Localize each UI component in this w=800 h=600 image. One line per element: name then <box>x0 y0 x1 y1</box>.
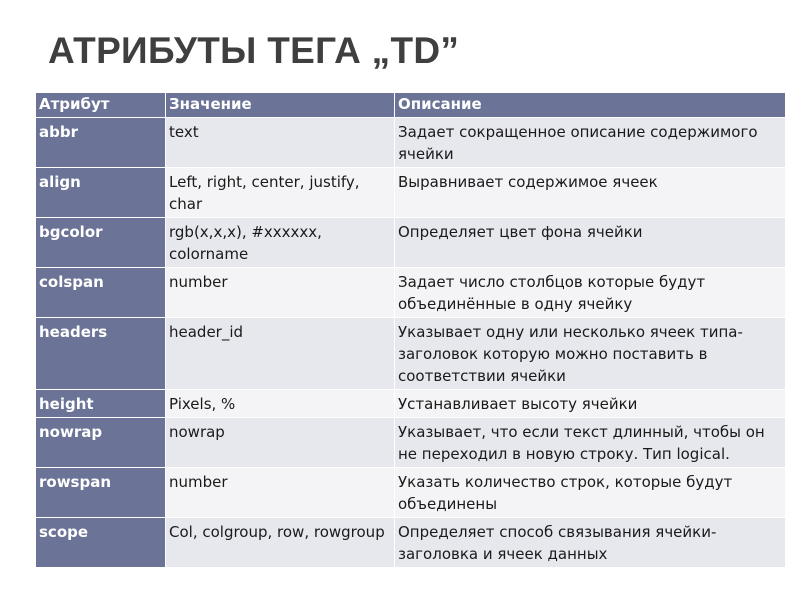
value-cell: header_id <box>166 318 395 390</box>
attribute-cell: bgcolor <box>36 218 166 268</box>
table-row <box>36 390 786 418</box>
description-cell: Задает число столбцов которые будут объединённые в одну ячейку <box>395 268 786 318</box>
attribute-cell: scope <box>36 518 166 568</box>
value-cell: nowrap <box>166 418 395 468</box>
description-cell: Указывает, что если текст длинный, чтобы он не переходил в новую строку. Тип logical. <box>395 418 786 468</box>
attributes-table <box>35 92 785 568</box>
table-row <box>36 418 786 468</box>
table-row <box>36 268 786 318</box>
table-row <box>36 118 786 168</box>
attributes-table-container <box>35 92 785 600</box>
description-cell: Указывает одну или несколько ячеек типа-заголовок которую можно поставить в соответствии ячейки <box>395 318 786 390</box>
value-cell: Left, right, center, justify, char <box>166 168 395 218</box>
column-header-value: Значение <box>166 93 395 118</box>
description-cell: Определяет цвет фона ячейки <box>395 218 786 268</box>
description-cell: Выравнивает содержимое ячеек <box>395 168 786 218</box>
table-row <box>36 518 786 568</box>
attribute-cell: height <box>36 390 166 418</box>
value-cell: Col, colgroup, row, rowgroup <box>166 518 395 568</box>
page-title: АТРИБУТЫ ТЕГА „TD” <box>48 30 460 71</box>
table-row <box>36 468 786 518</box>
value-cell: number <box>166 268 395 318</box>
table-header-row <box>36 93 786 118</box>
table-row <box>36 168 786 218</box>
value-cell: Pixels, % <box>166 390 395 418</box>
attribute-cell: rowspan <box>36 468 166 518</box>
value-cell: number <box>166 468 395 518</box>
description-cell: Устанавливает высоту ячейки <box>395 390 786 418</box>
value-cell: rgb(x,x,x), #xxxxxx, colorname <box>166 218 395 268</box>
column-header-description: Описание <box>395 93 786 118</box>
column-header-attribute: Атрибут <box>36 93 166 118</box>
table-row <box>36 318 786 390</box>
attribute-cell: headers <box>36 318 166 390</box>
attribute-cell: abbr <box>36 118 166 168</box>
attribute-cell: colspan <box>36 268 166 318</box>
attribute-cell: nowrap <box>36 418 166 468</box>
description-cell: Указать количество строк, которые будут объединены <box>395 468 786 518</box>
value-cell: text <box>166 118 395 168</box>
description-cell: Задает сокращенное описание содержимого ячейки <box>395 118 786 168</box>
description-cell: Определяет способ связывания ячейки-заголовка и ячеек данных <box>395 518 786 568</box>
table-row <box>36 218 786 268</box>
attribute-cell: align <box>36 168 166 218</box>
